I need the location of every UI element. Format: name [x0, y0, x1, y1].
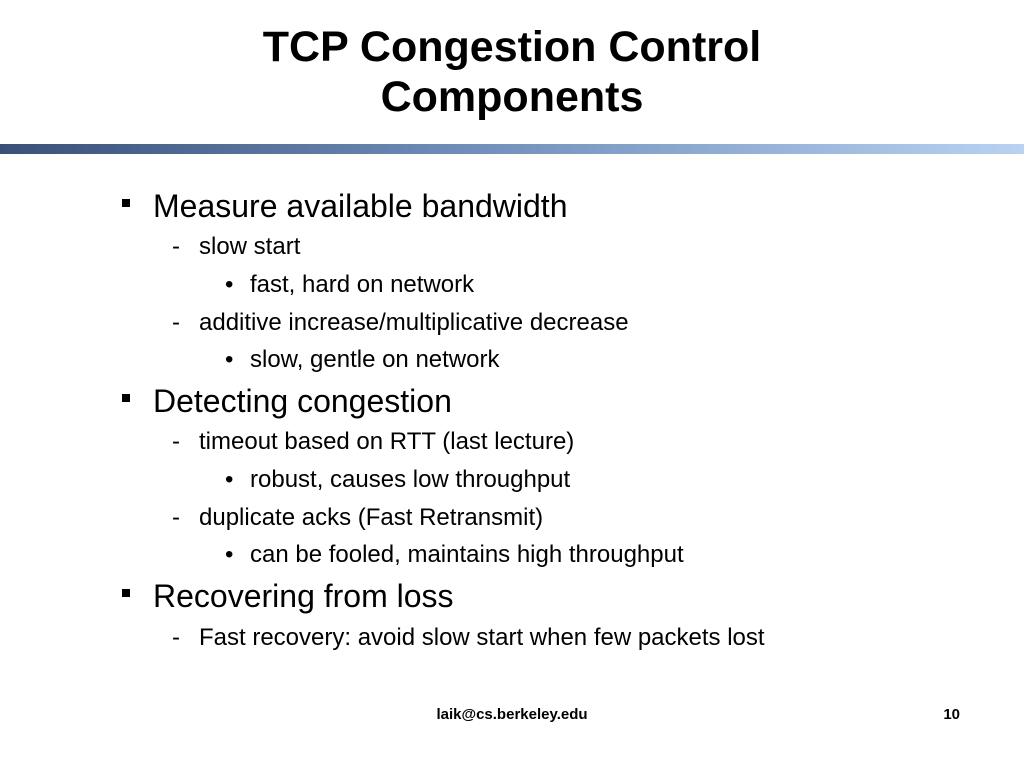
footer-email: laik@cs.berkeley.edu [436, 706, 588, 723]
detail-text: slow, gentle on network [250, 346, 500, 373]
page-number: 10 [943, 706, 960, 723]
subitem-text: additive increase/multiplicative decrease [199, 309, 629, 336]
dot-marker: • [225, 271, 234, 298]
dash-marker: - [172, 504, 180, 531]
bullet-text: Measure available bandwidth [153, 188, 568, 224]
slide-title-line-2: Components [380, 73, 644, 121]
dash-marker: - [172, 624, 180, 651]
dot-marker: • [225, 541, 234, 568]
bullet-text: Detecting congestion [153, 383, 452, 419]
square-bullet-icon [122, 199, 130, 207]
square-bullet-icon [122, 589, 130, 597]
dot-marker: • [225, 346, 234, 373]
subitem-text: duplicate acks (Fast Retransmit) [199, 504, 544, 531]
detail-text: robust, causes low throughput [250, 466, 571, 493]
slide-title [0, 22, 1024, 122]
subitem-text: slow start [199, 233, 301, 260]
dash-marker: - [172, 309, 180, 336]
square-bullet-icon [122, 394, 130, 402]
subitem-text: Fast recovery: avoid slow start when few packets lost [199, 624, 765, 651]
bullet-text: Recovering from loss [153, 578, 454, 614]
detail-text: fast, hard on network [250, 271, 475, 298]
dash-marker: - [172, 428, 180, 455]
title-divider-bar [0, 144, 1024, 154]
detail-text: can be fooled, maintains high throughput [250, 541, 684, 568]
slide-title-line-1: TCP Congestion Control [262, 23, 762, 71]
dash-marker: - [172, 233, 180, 260]
subitem-text: timeout based on RTT (last lecture) [199, 428, 575, 455]
dot-marker: • [225, 466, 234, 493]
